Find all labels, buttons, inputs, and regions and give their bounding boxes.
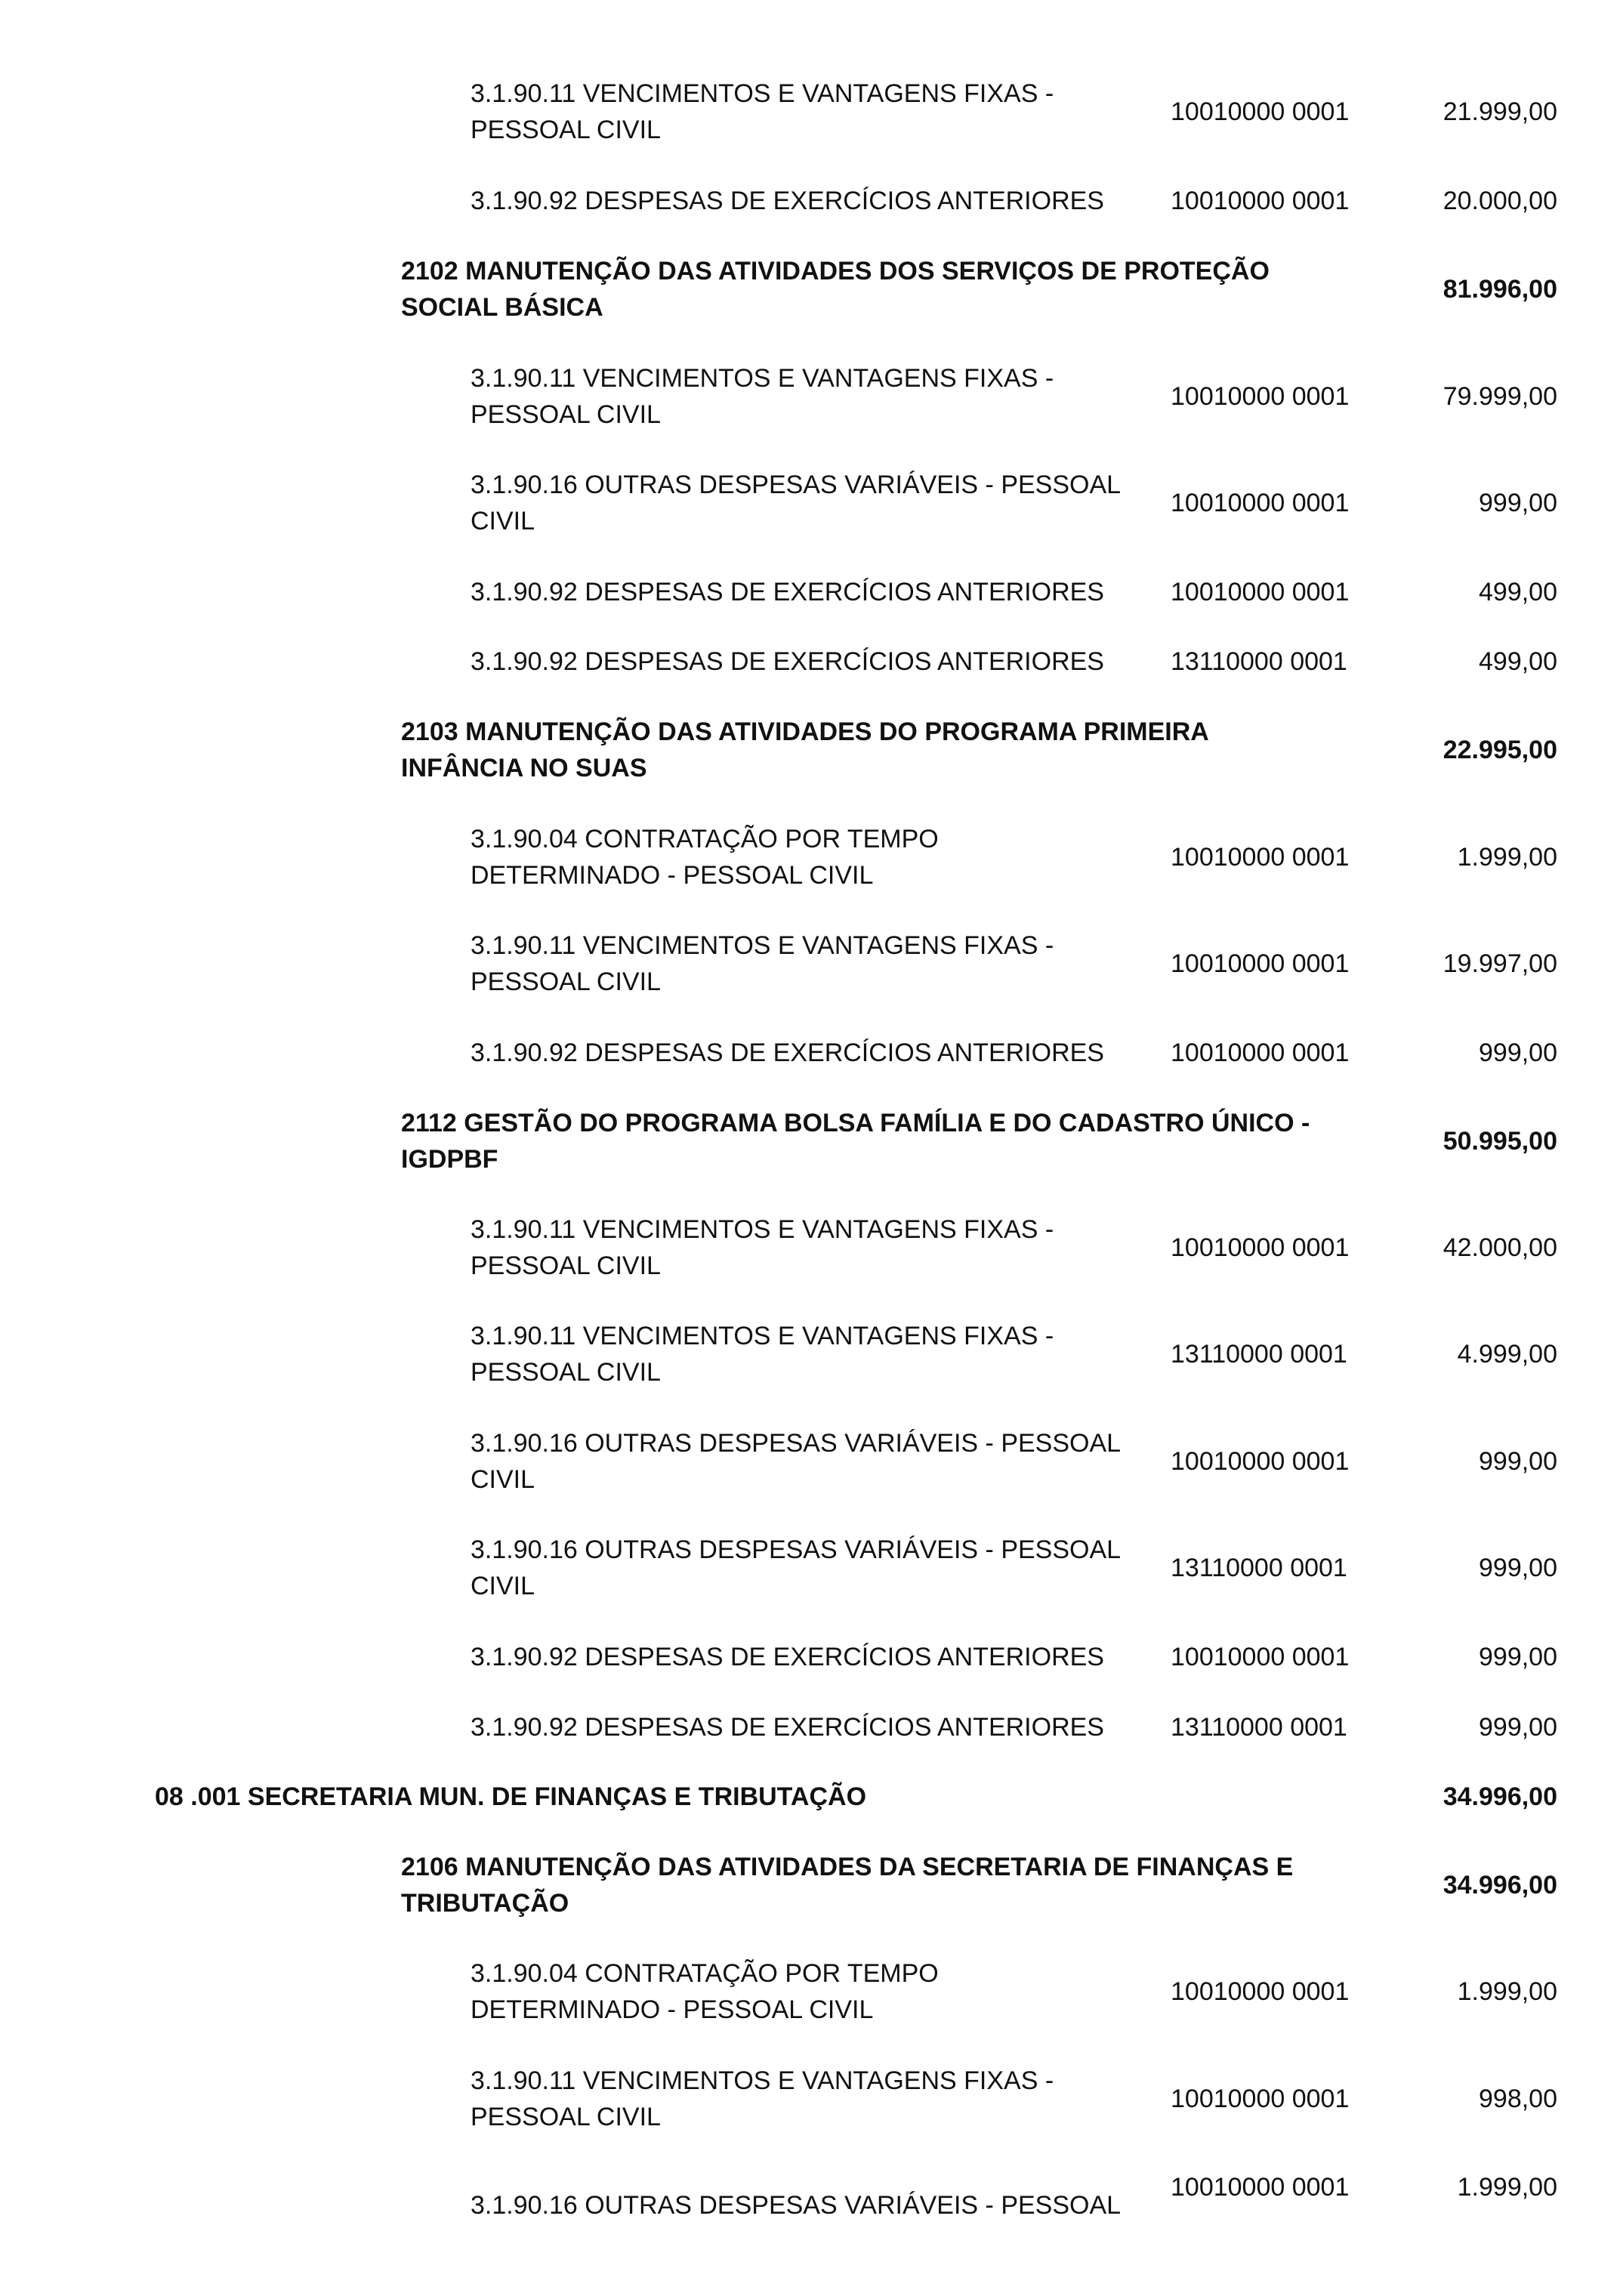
resource-source-code: 10010000 0001: [1171, 489, 1350, 517]
action-description: 2106 MANUTENÇÃO DAS ATIVIDADES DA SECRETARIA DE FINANÇAS E TRIBUTAÇÃO: [401, 1853, 1294, 1918]
resource-source-code: 10010000 0001: [1171, 1038, 1350, 1067]
resource-source-code: 10010000 0001: [1171, 1447, 1350, 1476]
amount-value: 999,00: [1479, 1554, 1557, 1582]
amount-value: 1.999,00: [1457, 2173, 1557, 2202]
resource-source-code: 13110000 0001: [1171, 1340, 1347, 1369]
resource-source-code: 13110000 0001: [1171, 647, 1347, 676]
amount-value: 1.999,00: [1457, 843, 1557, 872]
amount-value: 1.999,00: [1457, 1977, 1557, 2006]
expense-element-description: 3.1.90.16 OUTRAS DESPESAS VARIÁVEIS - PESSOAL: [471, 2191, 1122, 2220]
amount-value: 999,00: [1479, 1713, 1557, 1742]
expense-element-description: 3.1.90.11 VENCIMENTOS E VANTAGENS FIXAS - PESSOAL CIVIL: [471, 79, 1054, 144]
amount-value: 499,00: [1479, 578, 1557, 606]
amount-value: 999,00: [1479, 489, 1557, 517]
resource-source-code: 10010000 0001: [1171, 2173, 1350, 2202]
expense-element-description: 3.1.90.04 CONTRATAÇÃO POR TEMPO DETERMINADO - PESSOAL CIVIL: [471, 825, 939, 890]
amount-value: 42.000,00: [1442, 1233, 1557, 1262]
resource-source-code: 10010000 0001: [1171, 187, 1350, 215]
action-description: 2102 MANUTENÇÃO DAS ATIVIDADES DOS SERVIÇOS DE PROTEÇÃO SOCIAL BÁSICA: [401, 257, 1270, 322]
resource-source-code: 10010000 0001: [1171, 949, 1350, 978]
expense-element-description: 3.1.90.92 DESPESAS DE EXERCÍCIOS ANTERIORES: [471, 187, 1104, 215]
resource-source-code: 10010000 0001: [1171, 578, 1350, 606]
amount-value: 4.999,00: [1457, 1340, 1557, 1369]
amount-value: 21.999,00: [1442, 97, 1557, 126]
expense-element-description: 3.1.90.11 VENCIMENTOS E VANTAGENS FIXAS - PESSOAL CIVIL: [471, 2066, 1054, 2131]
amount-value: 499,00: [1479, 647, 1557, 676]
resource-source-code: 10010000 0001: [1171, 97, 1350, 126]
action-total-value: 81.996,00: [1442, 275, 1557, 304]
action-total-value: 22.995,00: [1442, 736, 1557, 764]
action-description: 2103 MANUTENÇÃO DAS ATIVIDADES DO PROGRAMA PRIMEIRA INFÂNCIA NO SUAS: [401, 718, 1209, 782]
expense-element-description: 3.1.90.16 OUTRAS DESPESAS VARIÁVEIS - PESSOAL CIVIL: [471, 471, 1122, 535]
resource-source-code: 10010000 0001: [1171, 382, 1350, 411]
amount-value: 20.000,00: [1442, 187, 1557, 215]
action-total-value: 50.995,00: [1442, 1127, 1557, 1156]
expense-element-description: 3.1.90.92 DESPESAS DE EXERCÍCIOS ANTERIORES: [471, 1038, 1104, 1067]
expense-element-description: 3.1.90.92 DESPESAS DE EXERCÍCIOS ANTERIORES: [471, 578, 1104, 606]
resource-source-code: 10010000 0001: [1171, 1643, 1350, 1671]
action-description: 2112 GESTÃO DO PROGRAMA BOLSA FAMÍLIA E DO CADASTRO ÚNICO - IGDPBF: [401, 1109, 1310, 1174]
resource-source-code: 13110000 0001: [1171, 1713, 1347, 1742]
resource-source-code: 10010000 0001: [1171, 2085, 1350, 2113]
action-total-value: 34.996,00: [1442, 1871, 1557, 1899]
amount-value: 79.999,00: [1442, 382, 1557, 411]
resource-source-code: 10010000 0001: [1171, 1233, 1350, 1262]
expense-element-description: 3.1.90.92 DESPESAS DE EXERCÍCIOS ANTERIORES: [471, 1713, 1104, 1742]
expense-element-description: 3.1.90.92 DESPESAS DE EXERCÍCIOS ANTERIORES: [471, 647, 1104, 676]
resource-source-code: 13110000 0001: [1171, 1554, 1347, 1582]
expense-element-description: 3.1.90.16 OUTRAS DESPESAS VARIÁVEIS - PESSOAL CIVIL: [471, 1535, 1122, 1600]
amount-value: 999,00: [1479, 1038, 1557, 1067]
expense-element-description: 3.1.90.92 DESPESAS DE EXERCÍCIOS ANTERIORES: [471, 1643, 1104, 1671]
expense-element-description: 3.1.90.11 VENCIMENTOS E VANTAGENS FIXAS - PESSOAL CIVIL: [471, 1215, 1054, 1280]
expense-element-description: 3.1.90.16 OUTRAS DESPESAS VARIÁVEIS - PESSOAL CIVIL: [471, 1429, 1122, 1494]
expense-element-description: 3.1.90.11 VENCIMENTOS E VANTAGENS FIXAS - PESSOAL CIVIL: [471, 364, 1054, 429]
amount-value: 19.997,00: [1442, 949, 1557, 978]
resource-source-code: 10010000 0001: [1171, 1977, 1350, 2006]
organ-total-value: 34.996,00: [1442, 1782, 1557, 1811]
organ-description: 08 .001 SECRETARIA MUN. DE FINANÇAS E TRIBUTAÇÃO: [155, 1782, 867, 1811]
amount-value: 998,00: [1479, 2085, 1557, 2113]
resource-source-code: 10010000 0001: [1171, 843, 1350, 872]
expense-element-description: 3.1.90.04 CONTRATAÇÃO POR TEMPO DETERMINADO - PESSOAL CIVIL: [471, 1959, 939, 2024]
expense-element-description: 3.1.90.11 VENCIMENTOS E VANTAGENS FIXAS - PESSOAL CIVIL: [471, 1322, 1054, 1387]
amount-value: 999,00: [1479, 1447, 1557, 1476]
amount-value: 999,00: [1479, 1643, 1557, 1671]
expense-element-description: 3.1.90.11 VENCIMENTOS E VANTAGENS FIXAS - PESSOAL CIVIL: [471, 931, 1054, 996]
